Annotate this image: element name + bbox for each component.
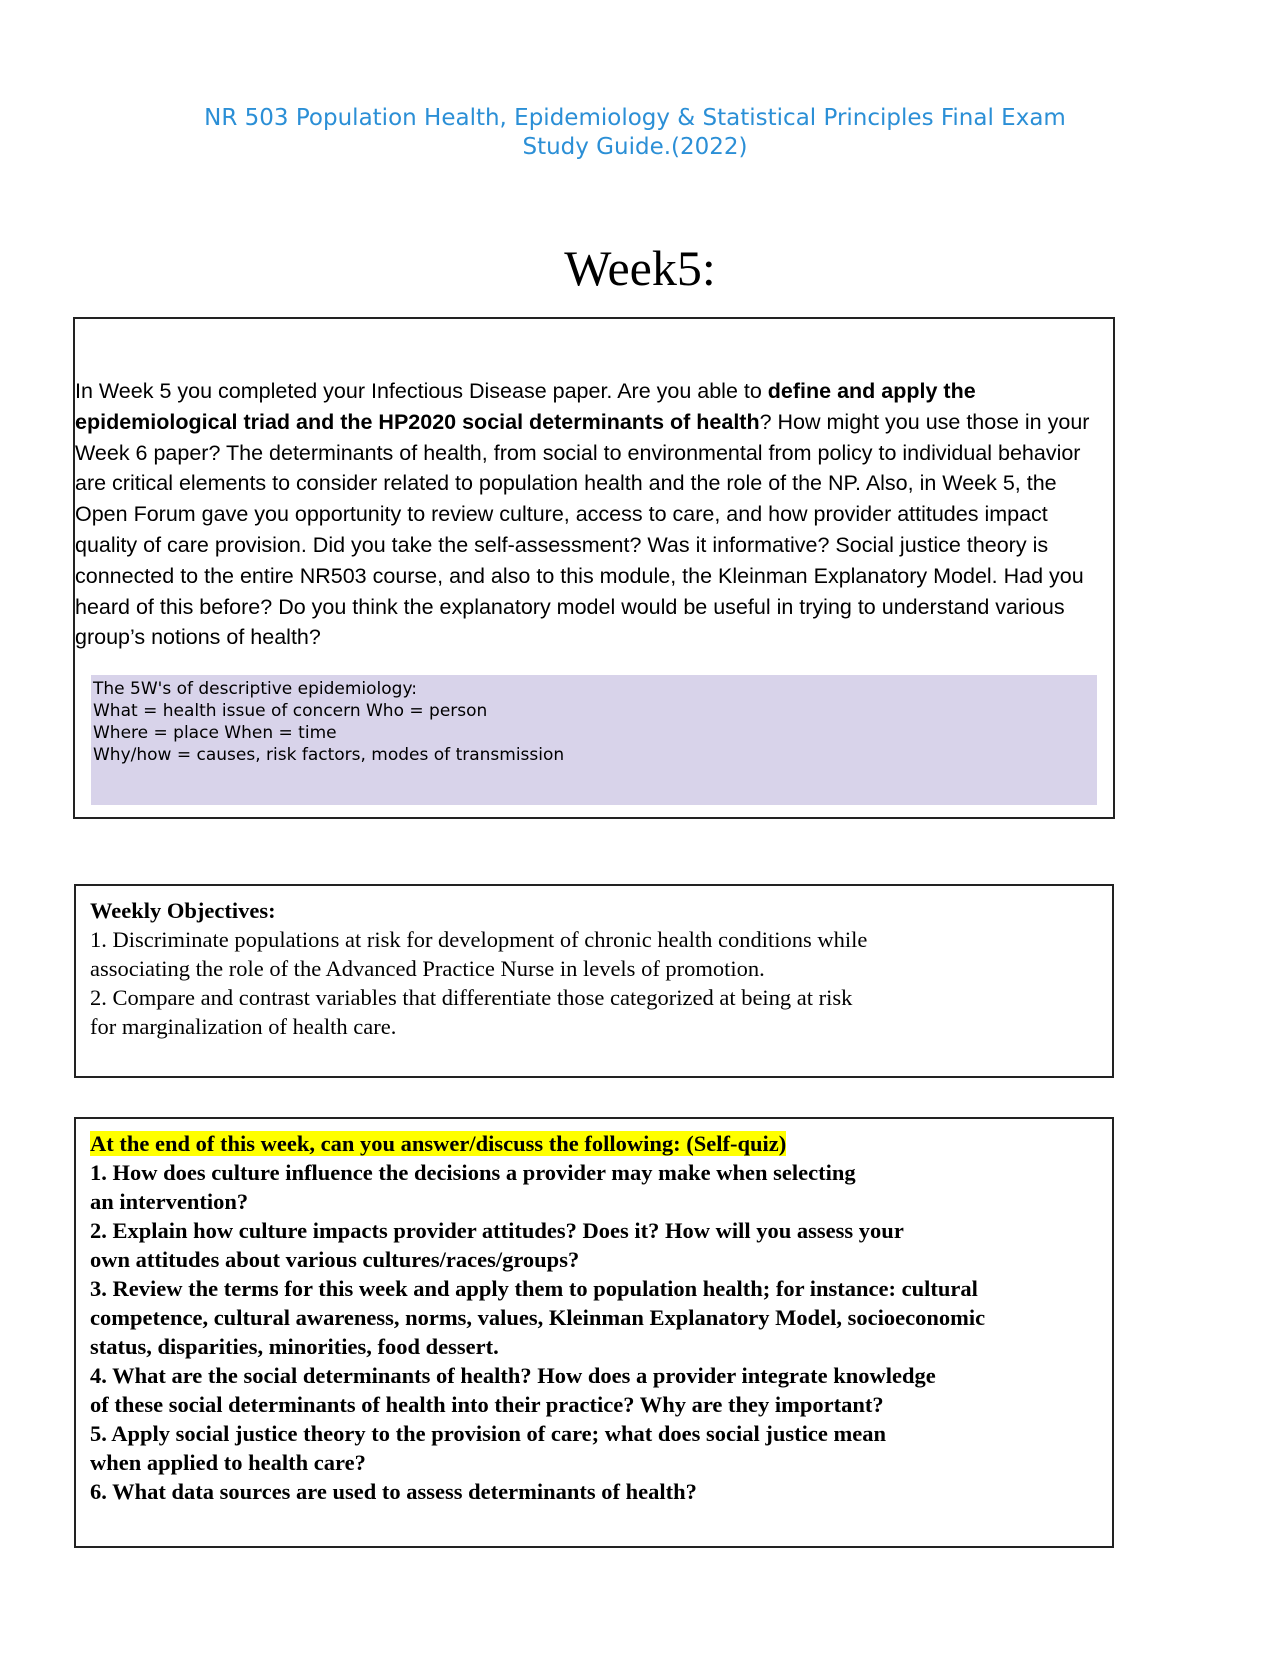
- objective-line: 2. Compare and contrast variables that differentiate those categorized at being at risk: [90, 985, 853, 1010]
- self-quiz-heading: [90, 1129, 1100, 1158]
- document-title-line-1: NR 503 Population Health, Epidemiology & Statistical Principles Final Exam: [204, 105, 1066, 131]
- five-w-line: The 5W's of descriptive epidemiology:: [93, 679, 418, 699]
- quiz-line: status, disparities, minorities, food dessert.: [90, 1334, 499, 1359]
- quiz-line: competence, cultural awareness, norms, values, Kleinman Explanatory Model, socioeconomic: [90, 1305, 986, 1330]
- self-quiz-heading-text: At the end of this week, can you answer/discuss the following: (Self-quiz): [90, 1131, 787, 1156]
- quiz-line: of these social determinants of health into their practice? Why are they important?: [90, 1392, 884, 1417]
- objectives-heading: Weekly Objectives:: [90, 898, 276, 923]
- quiz-line: an intervention?: [90, 1189, 249, 1214]
- objectives-box: [74, 884, 1114, 1078]
- five-w-panel: [91, 675, 1097, 805]
- document-title: [150, 104, 1120, 162]
- intro-text-2: ? How might you use those in your Week 6 paper? The determinants of health, from social to environmental from policy to individual behavior are critical elements to consider related to population health and the role of the NP. Also, in Week 5, the Open Forum gave you opportunity to review culture, access to care, and how provider attitudes impact quality of care provision. Did you take the self-assessment? Was it informative? Social justice theory is connected to the entire NR503 course, and also to this module, the Kleinman Explanatory Model. Had you heard of this before? Do you think the explanatory model would be useful in trying to understand various group’s notions of health?: [75, 409, 1090, 650]
- five-w-line: Where = place When = time: [93, 723, 337, 743]
- self-quiz-box: [74, 1117, 1114, 1548]
- quiz-line: 4. What are the social determinants of health? How does a provider integrate knowledge: [90, 1363, 936, 1388]
- intro-box: [73, 317, 1115, 819]
- quiz-line: 1. How does culture influence the decisions a provider may make when selecting: [90, 1160, 856, 1185]
- week-heading: Week5:: [564, 240, 716, 296]
- quiz-line: 2. Explain how culture impacts provider attitudes? Does it? How will you assess your: [90, 1218, 904, 1243]
- quiz-line: when applied to health care?: [90, 1450, 366, 1475]
- five-w-line: What = health issue of concern Who = person: [93, 701, 488, 721]
- objective-line: for marginalization of health care.: [90, 1014, 397, 1039]
- document-title-line-2: Study Guide.(2022): [522, 134, 748, 160]
- five-w-line: Why/how = causes, risk factors, modes of transmission: [93, 745, 565, 765]
- intro-paragraph: [75, 376, 1115, 653]
- objective-line: 1. Discriminate populations at risk for development of chronic health conditions while: [90, 927, 868, 952]
- quiz-line: 5. Apply social justice theory to the provision of care; what does social justice mean: [90, 1421, 886, 1446]
- quiz-line: own attitudes about various cultures/races/groups?: [90, 1247, 580, 1272]
- quiz-line: 3. Review the terms for this week and apply them to population health; for instance: cultural: [90, 1276, 978, 1301]
- self-quiz-content: [90, 1129, 1100, 1506]
- objective-line: associating the role of the Advanced Practice Nurse in levels of promotion.: [90, 956, 765, 981]
- objectives-content: [90, 896, 1100, 1041]
- quiz-line: 6. What data sources are used to assess determinants of health?: [90, 1479, 697, 1504]
- intro-text-1: In Week 5 you completed your Infectious Disease paper. Are you able to: [75, 379, 768, 403]
- intro-bold-text: define and apply the epidemiological triad and the HP2020 social determinants of health: [75, 379, 976, 434]
